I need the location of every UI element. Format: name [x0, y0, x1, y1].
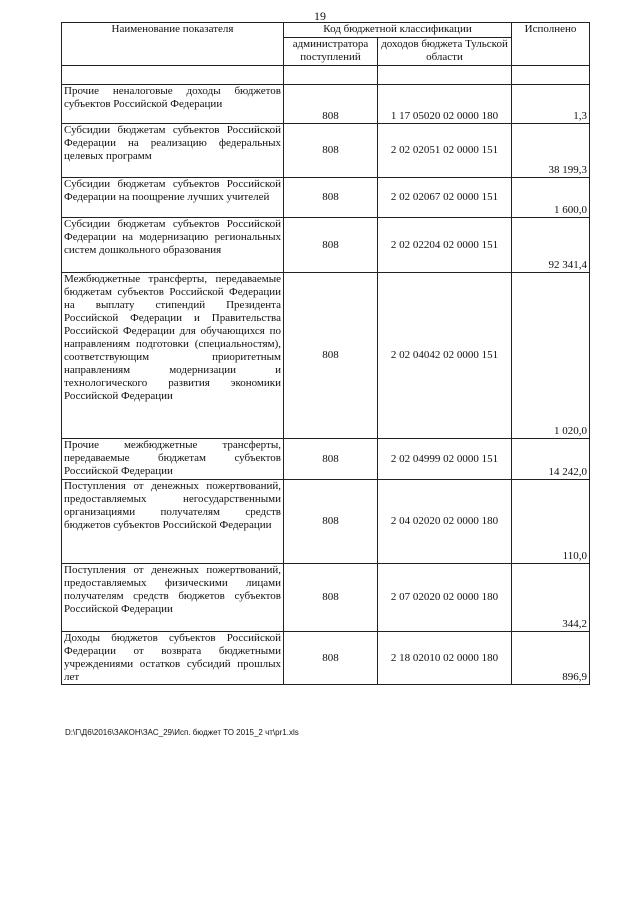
row-name: Субсидии бюджетам субъектов Российской Федерации на модернизацию региональных систем дошкольного образования [62, 218, 284, 273]
row-revenue-code: 2 02 02067 02 0000 151 [378, 178, 512, 218]
row-executed-value: 344,2 [512, 564, 590, 632]
row-name: Субсидии бюджетам субъектов Российской Федерации на реализацию федеральных целевых программ [62, 124, 284, 178]
row-admin-code: 808 [284, 124, 378, 178]
spacer-cell [62, 66, 284, 85]
row-executed-value: 110,0 [512, 480, 590, 564]
row-executed-value: 1,3 [512, 85, 590, 124]
row-revenue-code: 2 18 02010 02 0000 180 [378, 632, 512, 685]
table-row [62, 85, 590, 124]
row-admin-code: 808 [284, 439, 378, 480]
row-name: Поступления от денежных пожертвований, предоставляемых негосударственными организациями получателям средств бюджетов субъектов Российской Федерации [62, 480, 284, 564]
page-number: 19 [314, 9, 326, 23]
header-revenue: доходов бюджета Тульской области [378, 38, 512, 66]
header-admin: администратора поступлений [284, 38, 378, 66]
file-path-footer: D:\Г\Д6\2016\ЗАКОН\ЗАС_29\Исп. бюджет ТО 2015_2 чт\pr1.xls [65, 728, 299, 737]
row-revenue-code: 2 02 02204 02 0000 151 [378, 218, 512, 273]
row-executed-value: 92 341,4 [512, 218, 590, 273]
row-executed-value: 14 242,0 [512, 439, 590, 480]
row-name: Поступления от денежных пожертвований, предоставляемых физическими лицами получателям средств бюджетов субъектов Российской Федерации [62, 564, 284, 632]
row-admin-code: 808 [284, 178, 378, 218]
row-executed-value: 1 020,0 [512, 273, 590, 439]
row-admin-code: 808 [284, 564, 378, 632]
row-executed-value: 38 199,3 [512, 124, 590, 178]
table-row [62, 564, 590, 632]
row-name: Межбюджетные трансферты, передаваемые бюджетам субъектов Российской Федерации на выплату стипендий Президента Российской Федерации и Правительства Российской Федерации для обучающихся по направлениям подготовки (специальностям), соответствующим приоритетным направлениям модернизации и технологического развития экономики Российской Федерации [62, 273, 284, 439]
row-revenue-code: 2 04 02020 02 0000 180 [378, 480, 512, 564]
row-admin-code: 808 [284, 632, 378, 685]
row-name: Субсидии бюджетам субъектов Российской Федерации на поощрение лучших учителей [62, 178, 284, 218]
row-admin-code: 808 [284, 480, 378, 564]
row-revenue-code: 2 02 04999 02 0000 151 [378, 439, 512, 480]
row-admin-code: 808 [284, 85, 378, 124]
header-executed: Исполнено [512, 23, 590, 66]
table-row [62, 480, 590, 564]
row-admin-code: 808 [284, 218, 378, 273]
row-revenue-code: 2 02 04042 02 0000 151 [378, 273, 512, 439]
row-revenue-code: 2 02 02051 02 0000 151 [378, 124, 512, 178]
row-name: Прочие неналоговые доходы бюджетов субъектов Российской Федерации [62, 85, 284, 124]
table-row [62, 124, 590, 178]
table-row [62, 632, 590, 685]
header-code-group: Код бюджетной классификации [284, 23, 512, 38]
spacer-cell [512, 66, 590, 85]
row-admin-code: 808 [284, 273, 378, 439]
spacer-cell [284, 66, 378, 85]
header-name: Наименование показателя [62, 23, 284, 66]
table-row [62, 273, 590, 439]
row-executed-value: 1 600,0 [512, 178, 590, 218]
budget-table [61, 22, 590, 685]
spacer-cell [378, 66, 512, 85]
row-revenue-code: 2 07 02020 02 0000 180 [378, 564, 512, 632]
table-row [62, 439, 590, 480]
row-revenue-code: 1 17 05020 02 0000 180 [378, 85, 512, 124]
row-name: Прочие межбюджетные трансферты, передаваемые бюджетам субъектов Российской Федерации [62, 439, 284, 480]
table-row [62, 178, 590, 218]
row-executed-value: 896,9 [512, 632, 590, 685]
row-name: Доходы бюджетов субъектов Российской Федерации от возврата бюджетными учреждениями остатков субсидий прошлых лет [62, 632, 284, 685]
table-row [62, 218, 590, 273]
